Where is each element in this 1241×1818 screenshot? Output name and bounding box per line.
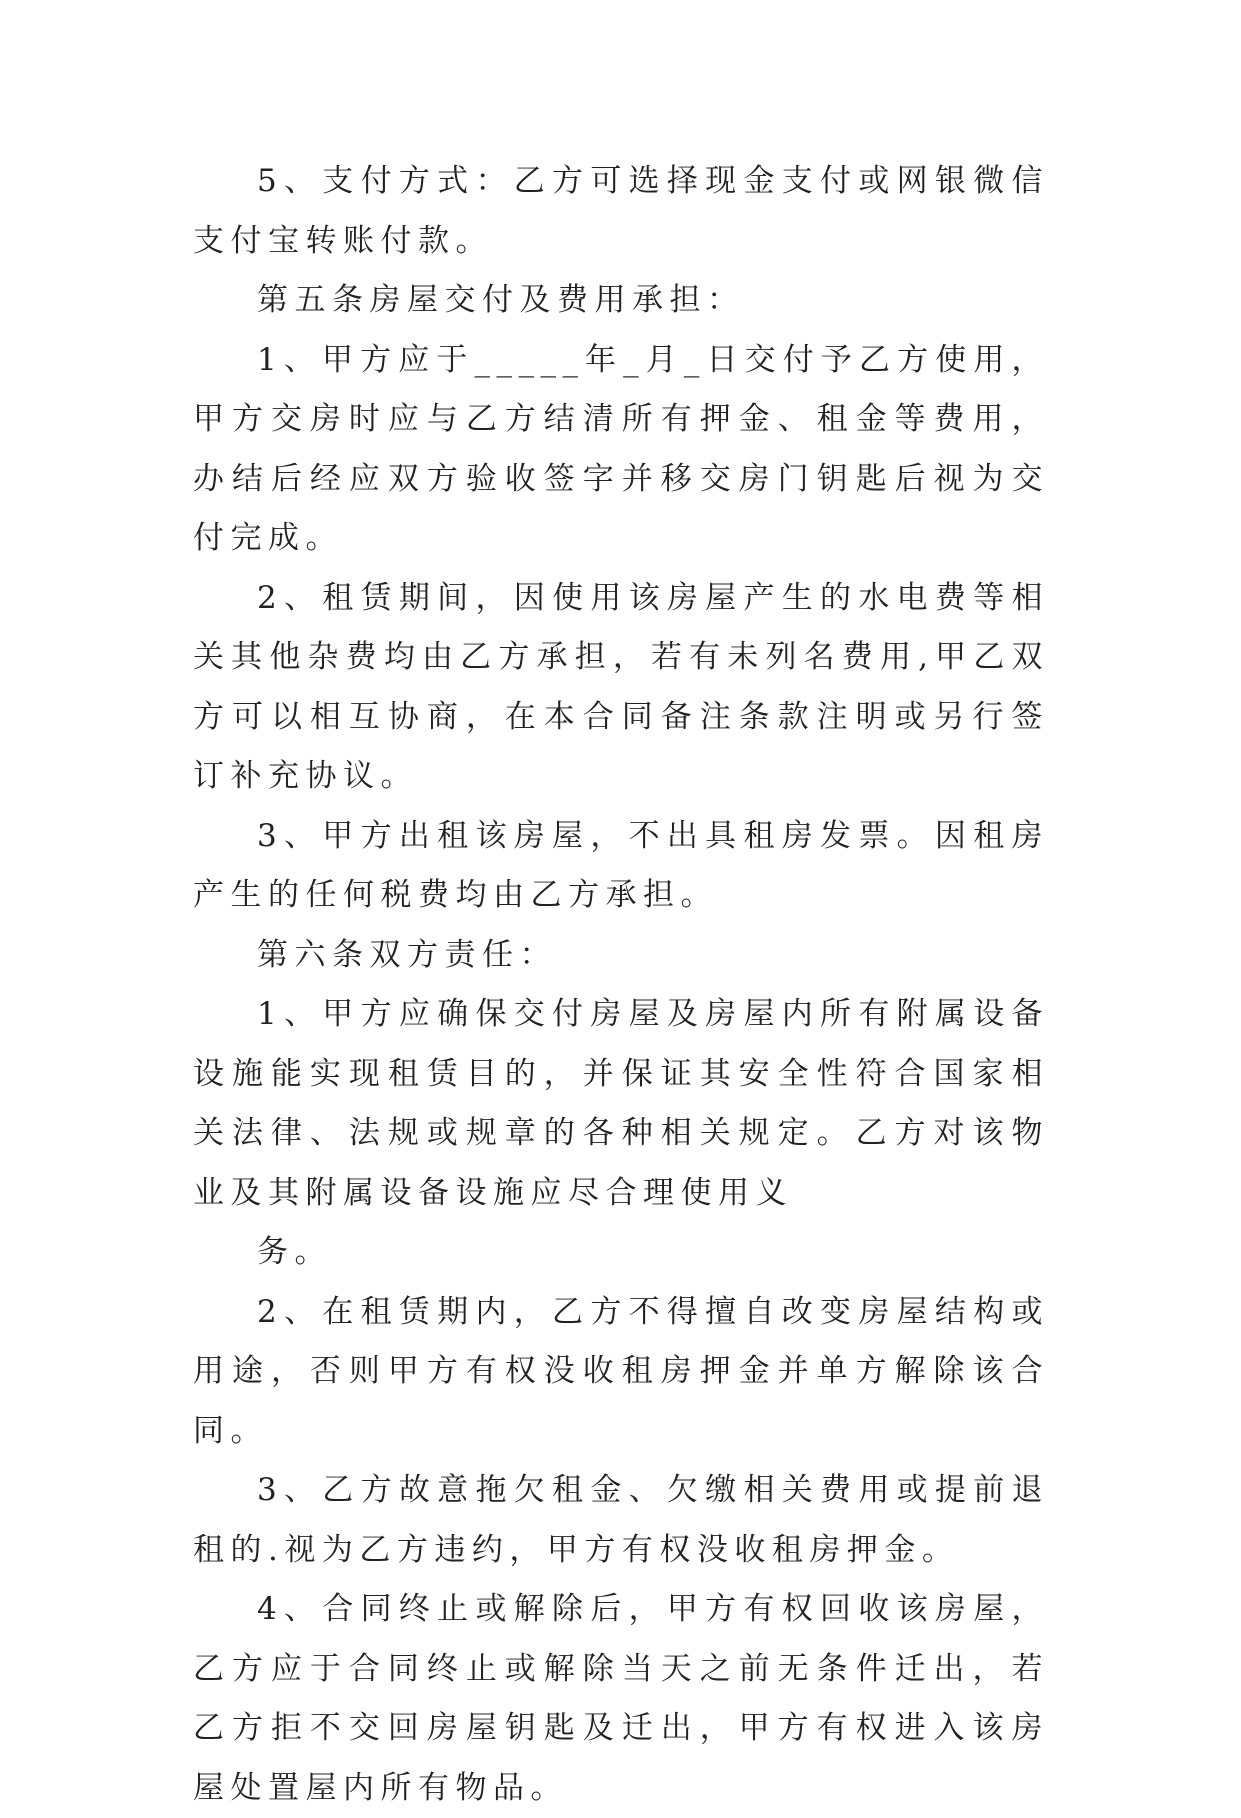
paragraph-landlord-duty: 1、甲方应确保交付房屋及房屋内所有附属设备设施能实现租赁目的，并保证其安全性符合国家相关法律、法规或规章的各种相关规定。乙方对该物业及其附属设备设施应尽合理使用义 xyxy=(193,996,1049,1211)
paragraph-termination: 4、合同终止或解除后，甲方有权回收该房屋，乙方应于合同终止或解除当天之前无条件迁出，若乙方拒不交回房屋钥匙及迁出，甲方有权进入该房屋处置屋内所有物品。 xyxy=(193,1591,1049,1806)
document-page xyxy=(193,152,1049,1806)
paragraph-delivery-date: 1、甲方应于_____年_月_日交付予乙方使用，甲方交房时应与乙方结清所有押金、租金等费用，办结后经应双方验收签字并移交房门钥匙后视为交付完成。 xyxy=(193,341,1049,556)
section-heading-article-6: 第六条双方责任： xyxy=(257,936,557,973)
paragraph-fragment: 务。 xyxy=(257,1234,332,1270)
paragraph-no-structural-change: 2、在租赁期内，乙方不得擅自改变房屋结构或用途，否则甲方有权没收租房押金并单方解除该合同。 xyxy=(193,1293,1049,1449)
paragraph-breach: 3、乙方故意拖欠租金、欠缴相关费用或提前退租的.视为乙方违约，甲方有权没收租房押金。 xyxy=(193,1472,1049,1568)
paragraph-tax-invoice: 3、甲方出租该房屋，不出具租房发票。因租房产生的任何税费均由乙方承担。 xyxy=(193,817,1049,913)
paragraph-utility-fees: 2、租赁期间，因使用该房屋产生的水电费等相关其他杂费均由乙方承担，若有未列名费用,甲乙双方可以相互协商，在本合同备注条款注明或另行签订补充协议。 xyxy=(193,579,1049,794)
section-heading-article-5: 第五条房屋交付及费用承担： xyxy=(257,282,745,318)
paragraph-payment-method: 5、支付方式：乙方可选择现金支付或网银微信支付宝转账付款。 xyxy=(193,163,1049,259)
